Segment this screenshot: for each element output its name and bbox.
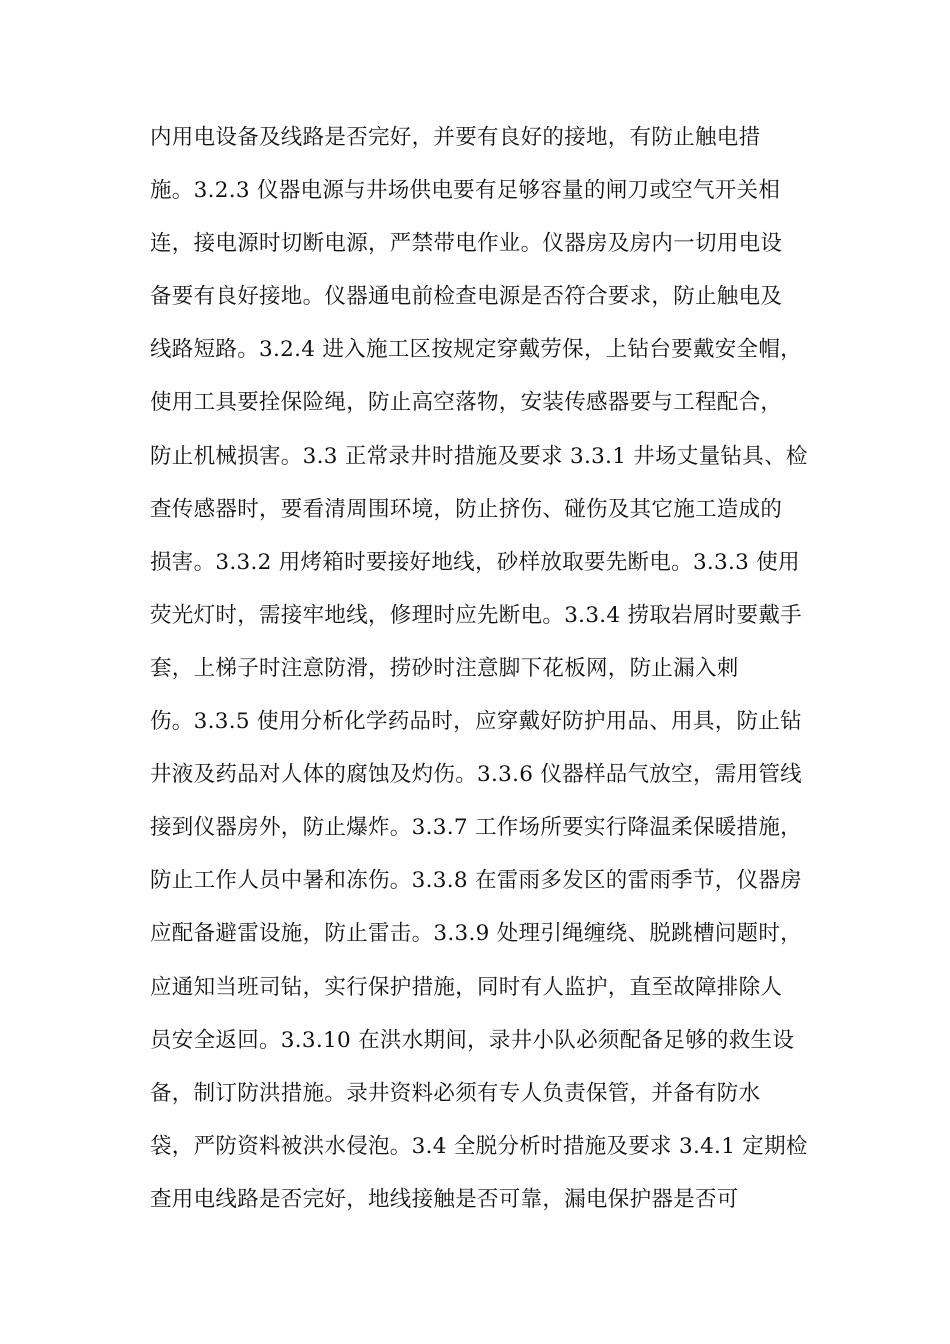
text-line: 使用工具要拴保险绳，防止高空落物，安装传感器要与工程配合， bbox=[150, 390, 783, 416]
text-line: 内用电设备及线路是否完好，并要有良好的接地，有防止触电措 bbox=[150, 125, 761, 150]
text-line: 查用电线路是否完好，地线接触是否可靠，漏电保护器是否可 bbox=[150, 1186, 739, 1212]
text-line: 损害。3.3.2 用烤箱时要接好地线，砂样放取要先断电。3.3.3 使用 bbox=[150, 549, 800, 575]
text-line: 井液及药品对人体的腐蚀及灼伤。3.3.6 仪器样品气放空，需用管线 bbox=[150, 762, 802, 788]
text-line: 施。3.2.3 仪器电源与井场供电要有足够容量的闸刀或空气开关相 bbox=[150, 178, 781, 204]
text-line: 荧光灯时，需接牢地线，修理时应先断电。3.3.4 捞取岩屑时要戴手 bbox=[150, 602, 802, 628]
text-line: 防止工作人员中暑和冻伤。3.3.8 在雷雨多发区的雷雨季节，仪器房 bbox=[150, 868, 802, 894]
text-line: 查传感器时，要看清周围环境，防止挤伤、碰伤及其它施工造成的 bbox=[150, 496, 783, 522]
text-line: 连，接电源时切断电源，严禁带电作业。仪器房及房内一切用电设 bbox=[150, 231, 783, 257]
text-line: 伤。3.3.5 使用分析化学药品时，应穿戴好防护用品、用具，防止钻 bbox=[150, 709, 802, 735]
text-line: 应配备避雷设施，防止雷击。3.3.9 处理引绳缠绕、脱跳槽问题时， bbox=[150, 921, 802, 947]
text-line: 备要有良好接地。仪器通电前检查电源是否符合要求，防止触电及 bbox=[150, 284, 783, 310]
text-line: 接到仪器房外，防止爆炸。3.3.7 工作场所要实行降温柔保暖措施， bbox=[150, 815, 802, 841]
text-line: 备，制订防洪措施。录井资料必须有专人负责保管，并备有防水 bbox=[150, 1080, 761, 1106]
text-line: 防止机械损害。3.3 正常录井时措施及要求 3.3.1 井场丈量钻具、检 bbox=[150, 443, 808, 469]
text-line: 员安全返回。3.3.10 在洪水期间，录井小队必须配备足够的救生设 bbox=[150, 1027, 795, 1053]
text-line: 套，上梯子时注意防滑，捞砂时注意脚下花板网，防止漏入刺 bbox=[150, 655, 739, 681]
text-line: 线路短路。3.2.4 进入施工区按规定穿戴劳保，上钻台要戴安全帽， bbox=[150, 337, 802, 363]
text-line: 应通知当班司钻，实行保护措施，同时有人监护，直至故障排除人 bbox=[150, 974, 783, 1000]
text-line: 袋，严防资料被洪水侵泡。3.4 全脱分析时措施及要求 3.4.1 定期检 bbox=[150, 1133, 808, 1159]
body-text bbox=[150, 116, 820, 1231]
